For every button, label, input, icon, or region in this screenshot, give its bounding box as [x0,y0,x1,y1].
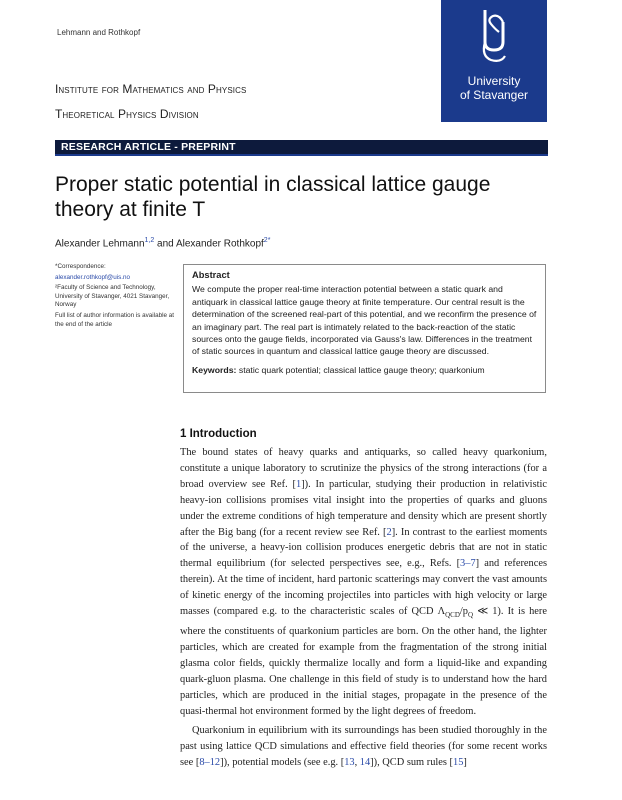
keywords-line [192,364,537,376]
university-emblem-icon [441,0,547,122]
section-heading: 1 Introduction [180,428,257,440]
abstract-text: We compute the proper real-time interaction potential between a static quark and antiquark in classical lattice gauge theory at finite temperature. Our central result is the determination of the screened real-part of this potential, and we reconfirm the presence of an imaginary part. The real part is intimately related to the back-reaction of the static sources onto the gauge fields, incorporated via Gauss's law. Differences in the treatment of static sources in quantum and classical lattice gauge theory are discussed. [192,284,537,357]
banner-rule [55,154,548,156]
author-affiliation-ref[interactable]: 1,2 [144,237,155,244]
abstract-box [183,264,546,393]
paper-title: Proper static potential in classical lattice gauge theory at finite T [55,173,491,221]
paragraph: Quarkonium in equilibrium with its surroundings has been studied thoroughly in the past using lattice QCD simulations and effective field theories (for some recent works see [8–12]), potential models (see e.g. [13, 14]), QCD sum rules [15] [180,725,547,769]
division-name: Theoretical Physics Division [55,107,199,121]
author-conjunction: and [154,238,176,250]
section-body [180,445,547,771]
university-name-line2: of Stavanger [459,88,529,102]
keywords-label: Keywords: [192,364,237,375]
university-name-line1: University [467,74,521,88]
article-type-label: RESEARCH ARTICLE - PREPRINT [61,141,236,153]
keywords-list: static quark potential; classical lattice gauge theory; quarkonium [238,364,485,375]
correspondence-label: *Correspondence: [55,263,106,270]
institute-block [55,77,246,127]
citation-link[interactable]: 8–12 [199,757,221,769]
institute-name: Institute for Mathematics and Physics [55,82,247,96]
author-name: Alexander Rothkopf [175,238,264,250]
author-info-note: Full list of author information is available at the end of the article [55,311,174,328]
abstract-heading: Abstract [192,270,230,280]
citation-link[interactable]: 13 [344,757,355,769]
author-list [55,237,270,249]
university-logo [441,0,547,122]
citation-link[interactable]: 2 [386,526,392,538]
citation-link[interactable]: 1 [296,478,302,490]
article-type-banner [55,140,548,154]
author-notes [55,263,180,331]
author-affiliation-ref[interactable]: 2* [263,237,271,244]
citation-link[interactable]: 15 [453,757,464,769]
citation-link[interactable]: 14 [359,757,371,769]
running-head: Lehmann and Rothkopf [57,28,141,37]
correspondence-email-link[interactable]: alexander.rothkopf@uis.no [55,273,131,281]
affiliation-note: ²Faculty of Science and Technology, University of Stavanger, 4021 Stavanger, Norway [55,284,170,309]
author-name: Alexander Lehmann [55,238,145,250]
paragraph: The bound states of heavy quarks and antiquarks, so called heavy quarkonium, constitute a unique laboratory to scrutinize the physics of the strong interactions (for a broad overview see Ref. [1]). In particular, studying their production in relativistic heavy-ion collisions promises vital insight into the properties of quarks and gluons under the extreme conditions of high temperature and density which are present shortly after the Big bang (for a recent review see Ref. [2]. In contrast to the earliest moments of the universe, a heavy-ion collision produces energetic debris that are not in static thermal equilibrium (for selected perspectives see, e.g., Refs. [3–7] and references therein). At the time of incident, hard partonic scatterings may convert the vast amounts of kinetic energy of the incoming projectiles into particles with high velocity or large masses (compared e.g. to the characteristic scales of QCD $\Lambda_{QCD}/p_Q$ ≪ 1). It is here where the constituents of quarkonium particles are born. On the other hand, the lighter particles, which are created for example from the fragmentation of the strong initial glasma color fields, quickly thermalize locally and form a liquid-like and expanding quark-gluon plasma. One challenge in this field of study is to understand how the hard particles, which are produced in the initial stages, propagate in the presence of the quasi-thermal hot environment formed by the light degrees of freedom. [180,447,547,717]
citation-link[interactable]: 3–7 [460,558,476,570]
